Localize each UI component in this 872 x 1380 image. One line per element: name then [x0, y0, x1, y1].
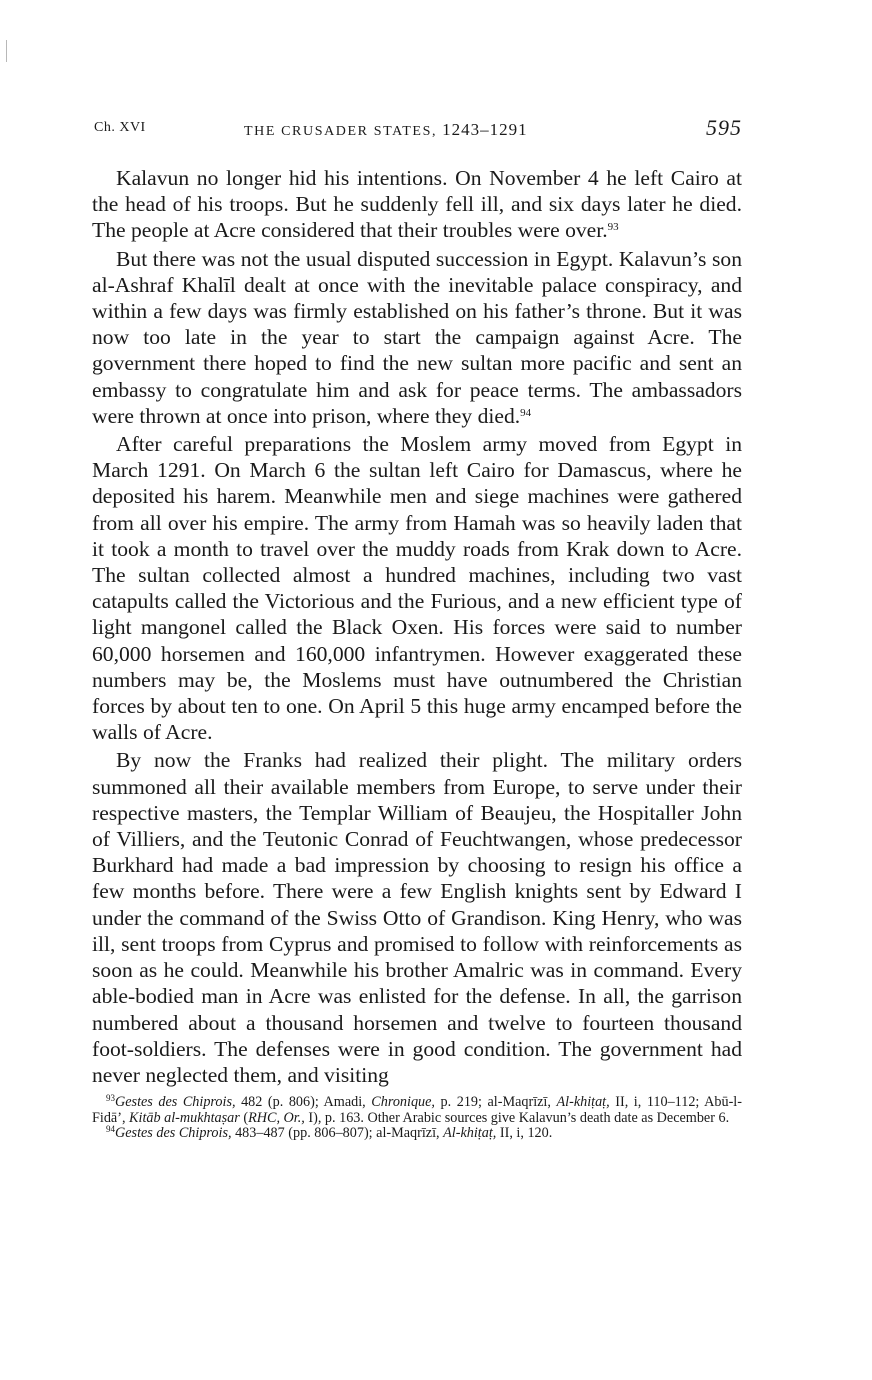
main-text [92, 165, 742, 1088]
page-number: 595 [706, 115, 742, 140]
paragraph [92, 246, 742, 429]
footnote-citation-title: Al-khiṭaṭ, [556, 1094, 610, 1111]
book-page [92, 115, 742, 1142]
running-header [92, 115, 742, 143]
footnote-reference: 94 [520, 406, 532, 419]
paragraph [92, 747, 742, 1088]
footnote-number: 94 [106, 1124, 115, 1135]
footnote-citation-title: Gestes des Chiprois, [115, 1125, 232, 1142]
running-title-text: THE CRUSADER STATES, [244, 124, 438, 139]
paragraph [92, 165, 742, 244]
footnote-text: 483–487 (pp. 806–807); al-Maqrīzī, [231, 1125, 444, 1142]
paragraph-text: But there was not the usual disputed succession in Egypt. Kalavun’s son al-Ashraf Khalīl dealt at once with the inevitable palace conspiracy, and within a few days was firmly established on his father’s throne. But it was now too late in the year to start the campaign against Acre. The government there hoped to find the new sultan more pacific and sent an embassy to congratulate him and ask for peace terms. The ambassadors were thrown at once into prison, where they died. [92, 246, 742, 428]
paragraph-text: By now the Franks had realized their plight. The military orders summoned all their available members from Europe, to serve under their respective masters, the Templar William of Beaujeu, the Hospitaller John of Villiers, and the Teutonic Conrad of Feuchtwangen, whose predecessor Burkhard had made a bad impression by choosing to resign his office a few months before. There were a few English knights sent by Edward I under the command of the Swiss Otto of Grandison. King Henry, who was ill, sent troops from Cyprus and promised to follow with reinforcements as soon as he could. Meanwhile his brother Amalric was in command. Every able-bodied man in Acre was enlisted for the defense. In all, the garrison numbered about a thousand horsemen and twelve to fourteen thousand foot-soldiers. The defenses were in good condition. The government had never neglected them, and visiting [92, 748, 742, 1087]
footnote-citation-title: Al-khiṭaṭ, [443, 1125, 497, 1142]
footnote-citation-title: RHC, Or., [248, 1109, 305, 1126]
footnote-text: II, i, 110–112; Abū-l-Fidā’, [92, 1094, 742, 1126]
paragraph-text: After careful preparations the Moslem army moved from Egypt in March 1291. On March 6 the sultan left Cairo for Damascus, where he deposited his harem. Meanwhile men and siege machines were gathered from all over his empire. The army from Hamah was so heavily laden that it took a month to travel over the muddy roads from Krak down to Acre. The sultan collected almost a hundred machines, including two vast catapults called the Victorious and the Furious, and a new efficient type of light mangonel called the Black Oxen. His forces were said to number 60,000 horsemen and 160,000 infantrymen. However exaggerated these numbers may be, the Moslems must have outnumbered the Christian forces by about ten to one. On April 5 this huge army encamped before the walls of Acre. [92, 432, 742, 745]
footnote-text: 482 (p. 806); Amadi, [235, 1094, 372, 1111]
paragraph [92, 431, 742, 745]
footnote-number: 93 [106, 1093, 115, 1104]
footnote-text: p. 219; al-Maqrīzī, [434, 1094, 557, 1111]
footnotes [92, 1095, 742, 1142]
chapter-label: Ch. XVI [94, 120, 146, 135]
footnote-citation-title: Gestes des Chiprois, [115, 1094, 236, 1111]
margin-mark [6, 40, 7, 62]
running-title-years: 1243–1291 [442, 120, 528, 139]
running-title [244, 120, 528, 140]
paragraph-text: Kalavun no longer hid his intentions. On November 4 he left Cairo at the head of his troops. But he suddenly fell ill, and six days later he died. The people at Acre considered that their troubles were over. [92, 166, 742, 243]
footnote-93 [92, 1095, 742, 1126]
footnote-reference: 93 [607, 221, 619, 234]
footnote-text: ( [239, 1109, 249, 1126]
footnote-text: I), p. 163. Other Arabic sources give Kalavun’s death date as December 6. [304, 1109, 730, 1126]
footnote-94 [92, 1126, 742, 1142]
footnote-citation-title: Chronique, [371, 1094, 435, 1111]
footnote-citation-title: Kitāb al-mukhtaṣar [129, 1109, 240, 1126]
footnote-text: II, i, 120. [496, 1125, 553, 1142]
